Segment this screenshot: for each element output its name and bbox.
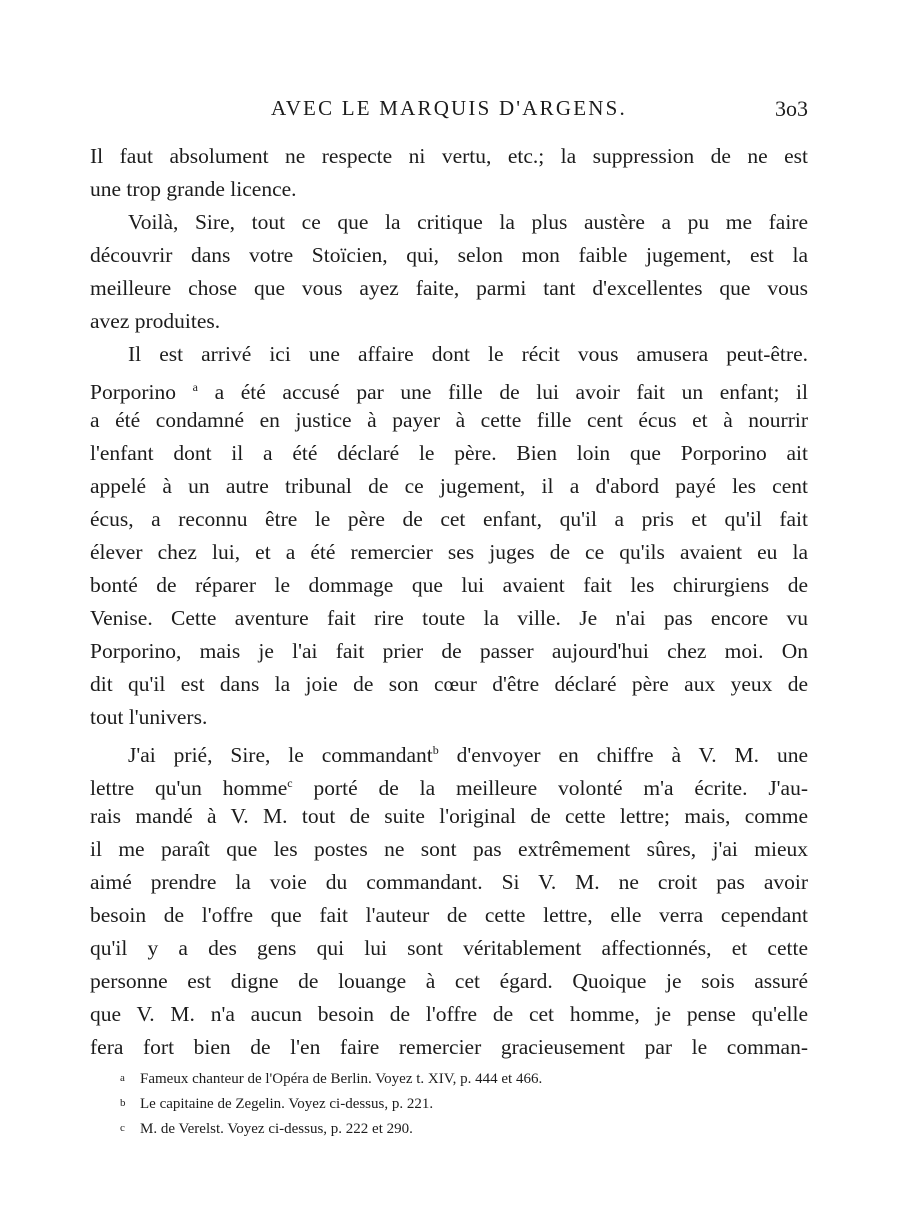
text-run: porté de la meilleure volonté m'a écrite. J'au-	[313, 776, 809, 800]
footnote-mark: a	[120, 1072, 125, 1084]
text-line: fera fort bien de l'en faire remercier gracieusement par le comman-	[90, 1035, 808, 1059]
footnote-text: Le capitaine de Zegelin. Voyez ci-dessus, p. 221.	[140, 1096, 434, 1112]
text-line: que V. M. n'a aucun besoin de l'offre de cet homme, je pense qu'elle	[90, 1002, 808, 1026]
text-line: qu'il y a des gens qui lui sont véritablement affectionnés, et cette	[90, 936, 808, 960]
footnote	[120, 1066, 740, 1091]
footnote-text: M. de Verelst. Voyez ci-dessus, p. 222 et 290.	[140, 1121, 413, 1137]
text-line: une trop grande licence.	[90, 177, 297, 201]
text-line: appelé à un autre tribunal de ce jugement, il a d'abord payé les cent	[90, 474, 808, 498]
text-line: l'enfant dont il a été déclaré le père. Bien loin que Porporino ait	[90, 441, 808, 465]
text-line: Venise. Cette aventure fait rire toute la ville. Je n'ai pas encore vu	[90, 606, 808, 630]
text-line	[90, 734, 808, 767]
running-title: AVEC LE MARQUIS D'ARGENS.	[271, 96, 627, 120]
footnote-mark: b	[120, 1097, 126, 1109]
footnote	[120, 1091, 740, 1116]
text-line: Il faut absolument ne respecte ni vertu, etc.; la suppression de ne est	[90, 144, 808, 168]
text-line: Porporino, mais je l'ai fait prier de passer aujourd'hui chez moi. On	[90, 639, 808, 663]
text-run: a été accusé par une fille de lui avoir fait un enfant; il	[214, 380, 808, 404]
footnote-mark: c	[120, 1122, 125, 1134]
body-text	[90, 140, 808, 1064]
footnote-reference: b	[432, 743, 439, 757]
running-head	[90, 96, 808, 130]
text-line: a été condamné en justice à payer à cette fille cent écus et à nourrir	[90, 408, 808, 432]
footnotes	[120, 1066, 740, 1141]
footnote-reference: a	[192, 380, 198, 394]
text-line: aimé prendre la voie du commandant. Si V. M. ne croit pas avoir	[90, 870, 808, 894]
text-line: élever chez lui, et a été remercier ses juges de ce qu'ils avaient eu la	[90, 540, 808, 564]
text-line: il me paraît que les postes ne sont pas extrêmement sûres, j'ai mieux	[90, 837, 808, 861]
text-line: personne est digne de louange à cet égard. Quoique je sois assuré	[90, 969, 808, 993]
footnote-reference: c	[287, 776, 293, 790]
text-line: meilleure chose que vous ayez faite, parmi tant d'excellentes que vous	[90, 276, 808, 300]
text-run: lettre qu'un homme	[90, 776, 288, 800]
text-line: besoin de l'offre que fait l'auteur de cette lettre, elle verra cependant	[90, 903, 808, 927]
text-run: d'envoyer en chiffre à V. M. une	[456, 743, 808, 767]
text-run: Porporino	[90, 380, 176, 404]
text-line: bonté de réparer le dommage que lui avaient fait les chirurgiens de	[90, 573, 808, 597]
footnote-text: Fameux chanteur de l'Opéra de Berlin. Voyez t. XIV, p. 444 et 466.	[140, 1071, 543, 1087]
text-line: découvrir dans votre Stoïcien, qui, selon mon faible jugement, est la	[90, 243, 808, 267]
text-line: rais mandé à V. M. tout de suite l'original de cette lettre; mais, comme	[90, 804, 808, 828]
text-run: J'ai prié, Sire, le commandant	[128, 743, 433, 767]
footnote	[120, 1116, 740, 1141]
text-line: Voilà, Sire, tout ce que la critique la plus austère a pu me faire	[128, 210, 808, 234]
text-line: tout l'univers.	[90, 705, 208, 729]
text-line	[90, 371, 808, 404]
text-line: écus, a reconnu être le père de cet enfant, qu'il a pris et qu'il fait	[90, 507, 808, 531]
text-line: avez produites.	[90, 309, 221, 333]
page-number: 3o3	[775, 96, 808, 121]
text-line: Il est arrivé ici une affaire dont le récit vous amusera peut-être.	[128, 342, 808, 366]
text-line: dit qu'il est dans la joie de son cœur d'être déclaré père aux yeux de	[90, 672, 808, 696]
text-line	[90, 767, 808, 800]
